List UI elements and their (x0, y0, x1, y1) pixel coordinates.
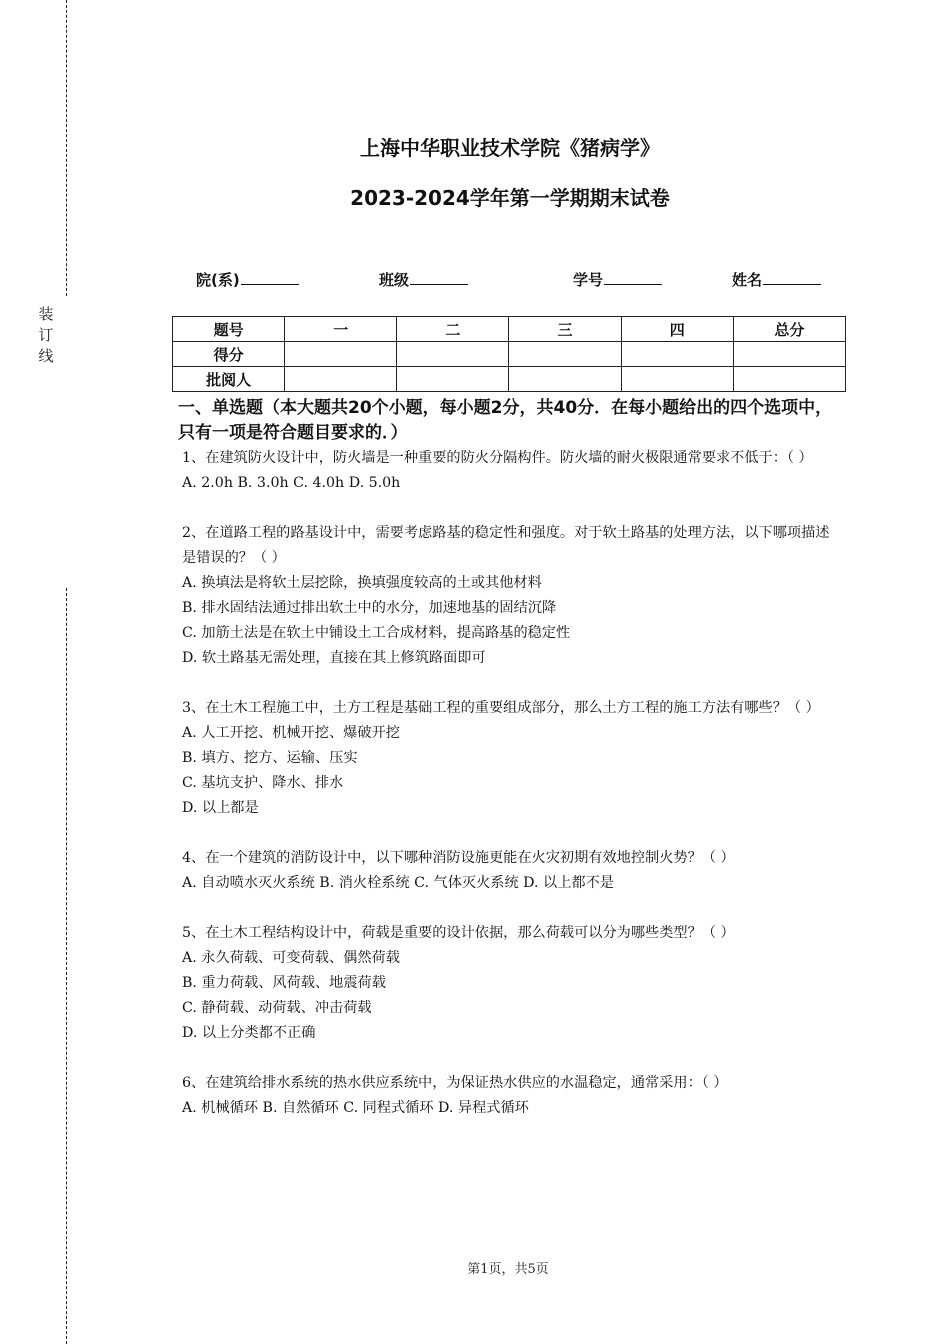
score-table-header-cell: 三 (509, 317, 621, 342)
class-blank[interactable] (410, 268, 468, 285)
question-option: C. 静荷载、动荷载、冲击荷载 (182, 1000, 372, 1016)
question-2 (182, 521, 842, 671)
question-option: D. 以上分类都不正确 (182, 1025, 316, 1041)
name-field[interactable] (732, 268, 821, 290)
question-option: B. 重力荷载、风荷载、地震荷载 (182, 975, 386, 991)
question-5 (182, 921, 842, 1046)
section-single-choice (178, 396, 842, 1121)
question-option: D. 软土路基无需处理，直接在其上修筑路面即可 (182, 650, 486, 666)
question-stem: 4、在一个建筑的消防设计中，以下哪种消防设施更能在火灾初期有效地控制火势？（ ） (182, 850, 735, 866)
class-label: 班级 (379, 271, 410, 289)
question-option: A. 永久荷载、可变荷载、偶然荷载 (182, 950, 400, 966)
exam-title-line1: 上海中华职业技术学院《猪病学》 (360, 136, 660, 160)
question-option: B. 填方、挖方、运输、压实 (182, 750, 358, 766)
question-stem: 1、在建筑防火设计中，防火墙是一种重要的防火分隔构件。防火墙的耐火极限通常要求不低于：（ ） (182, 450, 813, 466)
question-options: A. 自动喷水灭火系统 B. 消火栓系统 C. 气体灭火系统 D. 以上都不是 (182, 875, 614, 891)
page-footer: 第1页，共5页 (467, 1262, 549, 1277)
binding-dashed-line-bottom (66, 588, 67, 1344)
name-label: 姓名 (732, 271, 763, 289)
question-option: C. 基坑支护、降水、排水 (182, 775, 344, 791)
student-id-blank[interactable] (604, 268, 662, 285)
score-table-row-grader (173, 367, 846, 392)
grader-cell[interactable] (621, 367, 733, 392)
score-table-header-cell: 一 (285, 317, 397, 342)
question-stem: 3、在土木工程施工中，土方工程是基础工程的重要组成部分，那么土方工程的施工方法有哪些？（ ） (182, 700, 820, 716)
question-options: A. 机械循环 B. 自然循环 C. 同程式循环 D. 异程式循环 (182, 1100, 529, 1116)
score-cell[interactable] (621, 342, 733, 367)
score-table-row-score (173, 342, 846, 367)
grader-cell[interactable] (397, 367, 509, 392)
question-option: B. 排水固结法通过排出软土中的水分，加速地基的固结沉降 (182, 600, 557, 616)
department-blank[interactable] (241, 268, 299, 285)
score-cell[interactable] (285, 342, 397, 367)
name-blank[interactable] (763, 268, 821, 285)
class-field[interactable] (379, 268, 468, 290)
exam-title-line2: 2023-2024学年第一学期期末试卷 (350, 186, 670, 210)
question-stem: 6、在建筑给排水系统的热水供应系统中，为保证热水供应的水温稳定，通常采用：（ ） (182, 1075, 728, 1091)
section-heading: 一、单选题（本大题共20个小题，每小题2分，共40分．在每小题给出的四个选项中，只有一项是符合题目要求的．） (178, 398, 833, 443)
grader-row-label: 批阅人 (173, 367, 285, 392)
question-3 (182, 696, 842, 821)
question-stem: 5、在土木工程结构设计中，荷载是重要的设计依据，那么荷载可以分为哪些类型？（ ） (182, 925, 735, 941)
score-cell[interactable] (397, 342, 509, 367)
question-options: A. 2.0h B. 3.0h C. 4.0h D. 5.0h (182, 475, 401, 491)
question-stem: 2、在道路工程的路基设计中，需要考虑路基的稳定性和强度。对于软土路基的处理方法，以下哪项描述是错误的？（ ） (182, 525, 830, 566)
grader-cell[interactable] (509, 367, 621, 392)
student-id-label: 学号 (573, 271, 604, 289)
question-1 (182, 446, 842, 496)
binding-label: 装订线 (38, 305, 54, 365)
question-option: C. 加筋土法是在软土中铺设土工合成材料，提高路基的稳定性 (182, 625, 571, 641)
department-label: 院(系) (196, 271, 240, 289)
question-4 (182, 846, 842, 896)
score-row-label: 得分 (173, 342, 285, 367)
question-6 (182, 1071, 842, 1121)
score-table-header-row (173, 317, 846, 342)
question-option: A. 人工开挖、机械开挖、爆破开挖 (182, 725, 400, 741)
student-info-row (0, 268, 950, 292)
grader-cell[interactable] (733, 367, 845, 392)
score-table-header-cell: 题号 (173, 317, 285, 342)
grader-cell[interactable] (285, 367, 397, 392)
score-cell[interactable] (509, 342, 621, 367)
department-field[interactable] (196, 268, 299, 290)
score-cell[interactable] (733, 342, 845, 367)
score-table-header-cell: 二 (397, 317, 509, 342)
question-option: A. 换填法是将软土层挖除，换填强度较高的土或其他材料 (182, 575, 542, 591)
question-option: D. 以上都是 (182, 800, 259, 816)
score-table (172, 316, 846, 392)
score-table-header-cell: 四 (621, 317, 733, 342)
student-id-field[interactable] (573, 268, 662, 290)
score-table-header-cell: 总分 (733, 317, 845, 342)
